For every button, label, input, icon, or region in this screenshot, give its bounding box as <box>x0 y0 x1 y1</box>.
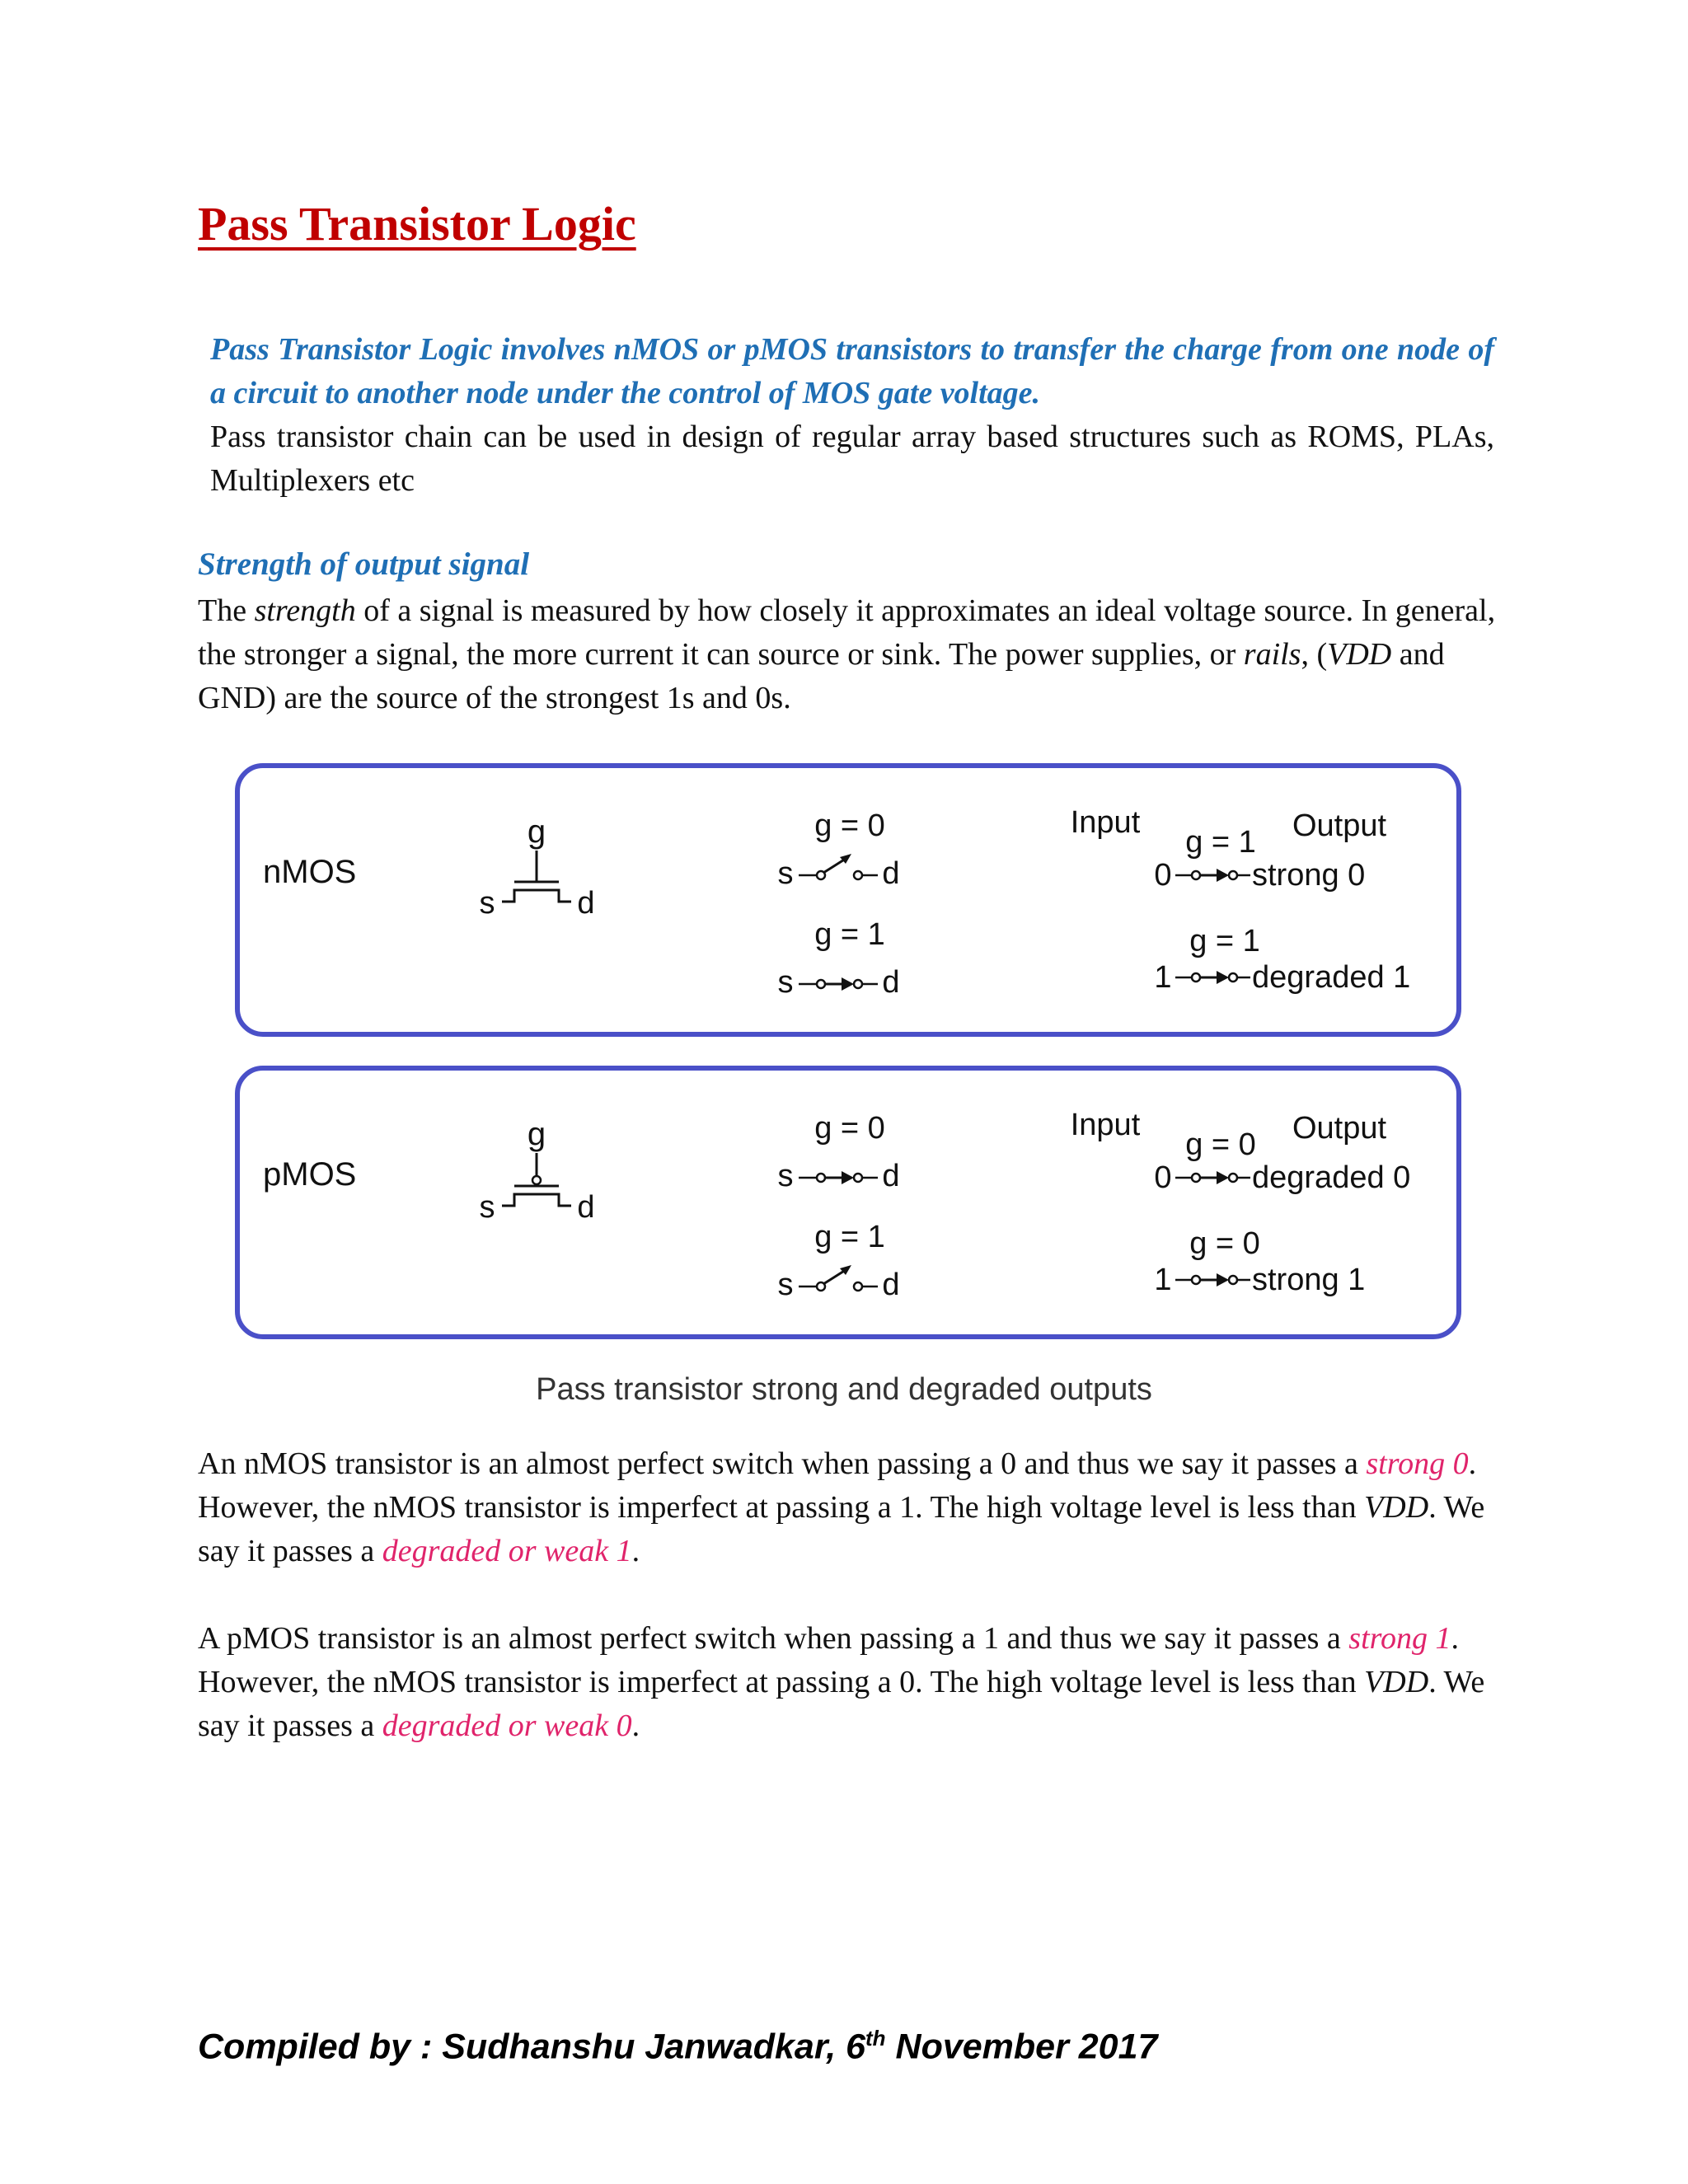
text-run: . However, the nMOS transistor is imperfect at passing a 1. The high voltage level is less than <box>198 1446 1477 1525</box>
pmos-switch-g1-label: g = 1 <box>814 1220 885 1254</box>
pmos-case2-gate: g = 0 <box>1189 1226 1260 1261</box>
pmos-input-header: Input <box>1070 1108 1141 1142</box>
text-run: . <box>631 1708 640 1743</box>
nmos-label: nMOS <box>263 854 357 890</box>
nmos-switch-closed <box>778 917 900 1000</box>
pmos-drain-label: d <box>577 1190 595 1225</box>
text-run: An nMOS transistor is an almost perfect switch when passing a 0 and thus we say it passes a <box>198 1446 1367 1481</box>
pmos-switch-open <box>778 1220 900 1302</box>
nmos-output-header: Output <box>1292 808 1387 843</box>
pmos-case2-output: strong 1 <box>1252 1263 1366 1297</box>
nmos-diagram <box>240 768 1456 1032</box>
pmos-switch-d-label: d <box>882 1159 900 1193</box>
term-vdd: VDD <box>1364 1665 1429 1699</box>
pmos-switch-g0-label: g = 0 <box>814 1111 885 1146</box>
nmos-case2-input: 1 <box>1154 960 1172 995</box>
nmos-switch-s-label: s <box>777 965 794 1000</box>
text-run: The <box>198 593 255 628</box>
nmos-input-header: Input <box>1070 805 1141 840</box>
nmos-figure-panel <box>235 763 1461 1037</box>
highlight-strong-0: strong 0 <box>1366 1446 1469 1481</box>
footer-superscript: th <box>865 2026 886 2050</box>
pmos-gate-label: g <box>527 1116 546 1152</box>
term-rails: rails <box>1243 637 1301 672</box>
pmos-source-label: s <box>479 1190 495 1225</box>
highlight-weak-1: degraded or weak 1 <box>382 1534 632 1568</box>
footer-text: Compiled by : Sudhanshu Janwadkar, 6 <box>198 2027 866 2067</box>
nmos-switch-open <box>778 808 900 891</box>
nmos-case2-gate: g = 1 <box>1189 924 1260 958</box>
figure-caption: Pass transistor strong and degraded outputs <box>536 1372 1152 1407</box>
text-run: . <box>631 1534 640 1568</box>
nmos-paragraph <box>198 1442 1517 1573</box>
pmos-transistor-symbol <box>480 1116 595 1225</box>
pmos-switch-d-label: d <box>882 1268 900 1302</box>
term-strength: strength <box>254 593 356 628</box>
intro-highlight: Pass Transistor Logic involves nMOS or pMOS transistors to transfer the charge from one node of a circuit to another node under the control of MOS gate voltage. <box>210 332 1494 410</box>
nmos-drain-label: d <box>577 886 595 921</box>
term-vdd: VDD <box>1327 637 1392 672</box>
nmos-switch-g1-label: g = 1 <box>814 917 885 952</box>
nmos-switch-d-label: d <box>882 965 900 1000</box>
pmos-case1-gate: g = 0 <box>1185 1127 1256 1162</box>
pmos-figure-panel <box>235 1066 1461 1339</box>
pmos-diagram <box>240 1071 1456 1334</box>
text-run: of a signal is measured by how closely it approximates an ideal voltage source. In general, the stronger a signal, the more current it can source or sink. The power supplies, or <box>198 593 1496 672</box>
pmos-label: pMOS <box>263 1156 357 1193</box>
pmos-output-header: Output <box>1292 1111 1387 1146</box>
nmos-transistor-symbol <box>480 813 595 921</box>
text-run: . We say it passes a <box>198 1665 1485 1743</box>
nmos-gate-label: g <box>527 813 546 850</box>
pmos-case2-input: 1 <box>1154 1263 1172 1297</box>
text-run: and GND) are the source of the strongest 1s and 0s. <box>198 637 1445 715</box>
nmos-case1-input: 0 <box>1154 858 1172 893</box>
intro-block <box>210 328 1494 503</box>
nmos-case2-output: degraded 1 <box>1252 960 1411 995</box>
text-run: . However, the nMOS transistor is imperfect at passing a 0. The high voltage level is less than <box>198 1621 1460 1699</box>
intro-body: Pass transistor chain can be used in design of regular array based structures such as ROMS, PLAs, Multiplexers etc <box>210 419 1494 498</box>
pmos-case1-input: 0 <box>1154 1160 1172 1195</box>
nmos-switch-g0-label: g = 0 <box>814 808 885 843</box>
nmos-source-label: s <box>479 886 495 921</box>
highlight-strong-1: strong 1 <box>1348 1621 1451 1656</box>
pmos-case1-output: degraded 0 <box>1252 1160 1411 1195</box>
nmos-switch-s-label: s <box>777 856 794 891</box>
page-title: Pass Transistor Logic <box>198 197 636 251</box>
pmos-switch-closed <box>778 1111 900 1193</box>
strength-paragraph <box>198 589 1500 720</box>
section-heading: Strength of output signal <box>198 546 530 582</box>
nmos-switch-d-label: d <box>882 856 900 891</box>
text-run: A pMOS transistor is an almost perfect switch when passing a 1 and thus we say it passes a <box>198 1621 1349 1656</box>
nmos-output-cases <box>1071 805 1411 995</box>
footer-credit <box>198 2026 1157 2067</box>
text-run: . We say it passes a <box>198 1490 1485 1568</box>
pmos-output-cases <box>1071 1108 1411 1297</box>
term-vdd: VDD <box>1364 1490 1429 1525</box>
highlight-weak-0: degraded or weak 0 <box>382 1708 632 1743</box>
pmos-switch-s-label: s <box>777 1268 794 1302</box>
footer-text: November 2017 <box>885 2027 1158 2067</box>
nmos-case1-gate: g = 1 <box>1185 825 1256 860</box>
pmos-paragraph <box>198 1617 1517 1748</box>
text-run: , ( <box>1301 637 1328 672</box>
pmos-switch-s-label: s <box>777 1159 794 1193</box>
nmos-case1-output: strong 0 <box>1252 858 1366 893</box>
